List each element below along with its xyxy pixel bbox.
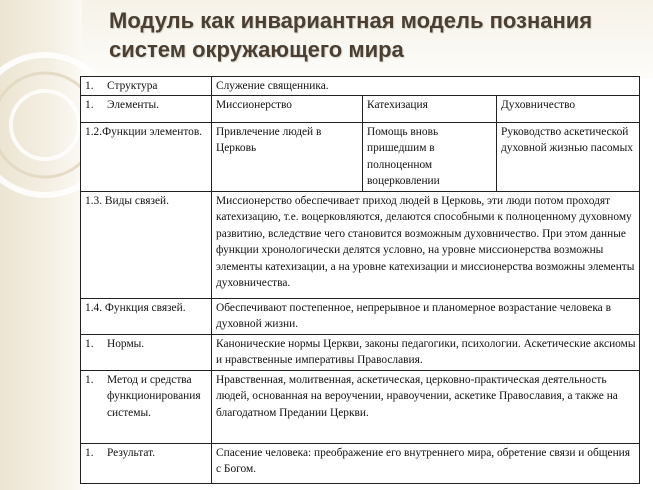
structure-value-cell: Служение священника. <box>212 77 640 96</box>
functions-label-cell: 1.2.Функции элементов. <box>81 122 212 191</box>
element-missionary-cell: Миссионерство <box>212 95 363 122</box>
row-number: 1. <box>85 98 94 111</box>
methods-label-wrap <box>85 372 208 422</box>
slide-title-line-1: Модуль как инвариантная модель познания <box>109 8 593 33</box>
element-spiritual-guidance-cell: Духовничество <box>497 95 640 122</box>
row-number: 1. <box>85 446 94 459</box>
norms-value-cell: Канонические нормы Церкви, законы педагогики, психологии. Аскетические аксиомы и нравственные императивы Православия. <box>212 334 640 370</box>
link-types-label-cell: 1.3. Виды связей. <box>81 191 212 298</box>
link-function-value-cell: Обеспечивают постепенное, непрерывное и планомерное возрастание человека в духовной жизни. <box>212 298 640 334</box>
slide-title-line-2: систем окружающего мира <box>109 37 404 62</box>
table-row-link-function <box>81 298 640 334</box>
table-row-elements <box>81 95 640 122</box>
result-label-cell <box>81 443 212 483</box>
elements-label-cell <box>81 95 212 122</box>
row-label: Элементы. <box>107 98 159 111</box>
table-row-norms <box>81 334 640 370</box>
row-number: 1. <box>85 373 94 386</box>
slide-title <box>109 6 592 64</box>
row-number: 1. <box>85 80 94 92</box>
function-spiritual-guidance-cell: Руководство аскетической духовной жизнью пасомых <box>497 122 640 191</box>
element-catechesis-cell: Катехизация <box>363 95 497 122</box>
row-number: 1. <box>85 337 94 350</box>
table-row-result <box>81 443 640 483</box>
row-label: Метод и средства функционирования системы. <box>107 373 201 419</box>
table-row-link-types <box>81 191 640 298</box>
methods-label-cell <box>81 370 212 443</box>
link-function-label-cell: 1.4. Функция связей. <box>81 298 212 334</box>
row-label: Результат. <box>107 446 156 459</box>
table-row-methods <box>81 370 640 443</box>
table-row-functions <box>81 122 640 191</box>
structure-label-cell <box>81 77 212 96</box>
row-label: Нормы. <box>107 337 145 350</box>
norms-label-cell <box>81 334 212 370</box>
function-catechesis-cell: Помощь вновь пришедшим в полноценном воцерковлении <box>363 122 497 191</box>
row-label: Структура <box>107 80 158 92</box>
module-table <box>80 76 640 484</box>
result-value-cell: Спасение человека: преображение его внутреннего мира, обретение связи и общения с Богом. <box>212 443 640 483</box>
link-types-value-cell: Миссионерство обеспечивает приход людей в Церковь, эти люди потом проходят катехизацию, т.е. воцерковляются, делаются способными к полноценному духовному развитию, вследствие чего становится возможным духовничество. При этом данные функции хронологически делятся условно, на уровне миссионерства возможны элементы катехизации, а на уровне катехизации и миссионерства возможны элементы духовничества. <box>212 191 640 298</box>
function-missionary-cell: Привлечение людей в Церковь <box>212 122 363 191</box>
methods-value-cell: Нравственная, молитвенная, аскетическая, церковно-практическая деятельность людей, основанная на вероучении, нравоучении, аскетике Православия, а также на благодатном Предании Церкви. <box>212 370 640 443</box>
table-row-structure <box>81 77 640 96</box>
